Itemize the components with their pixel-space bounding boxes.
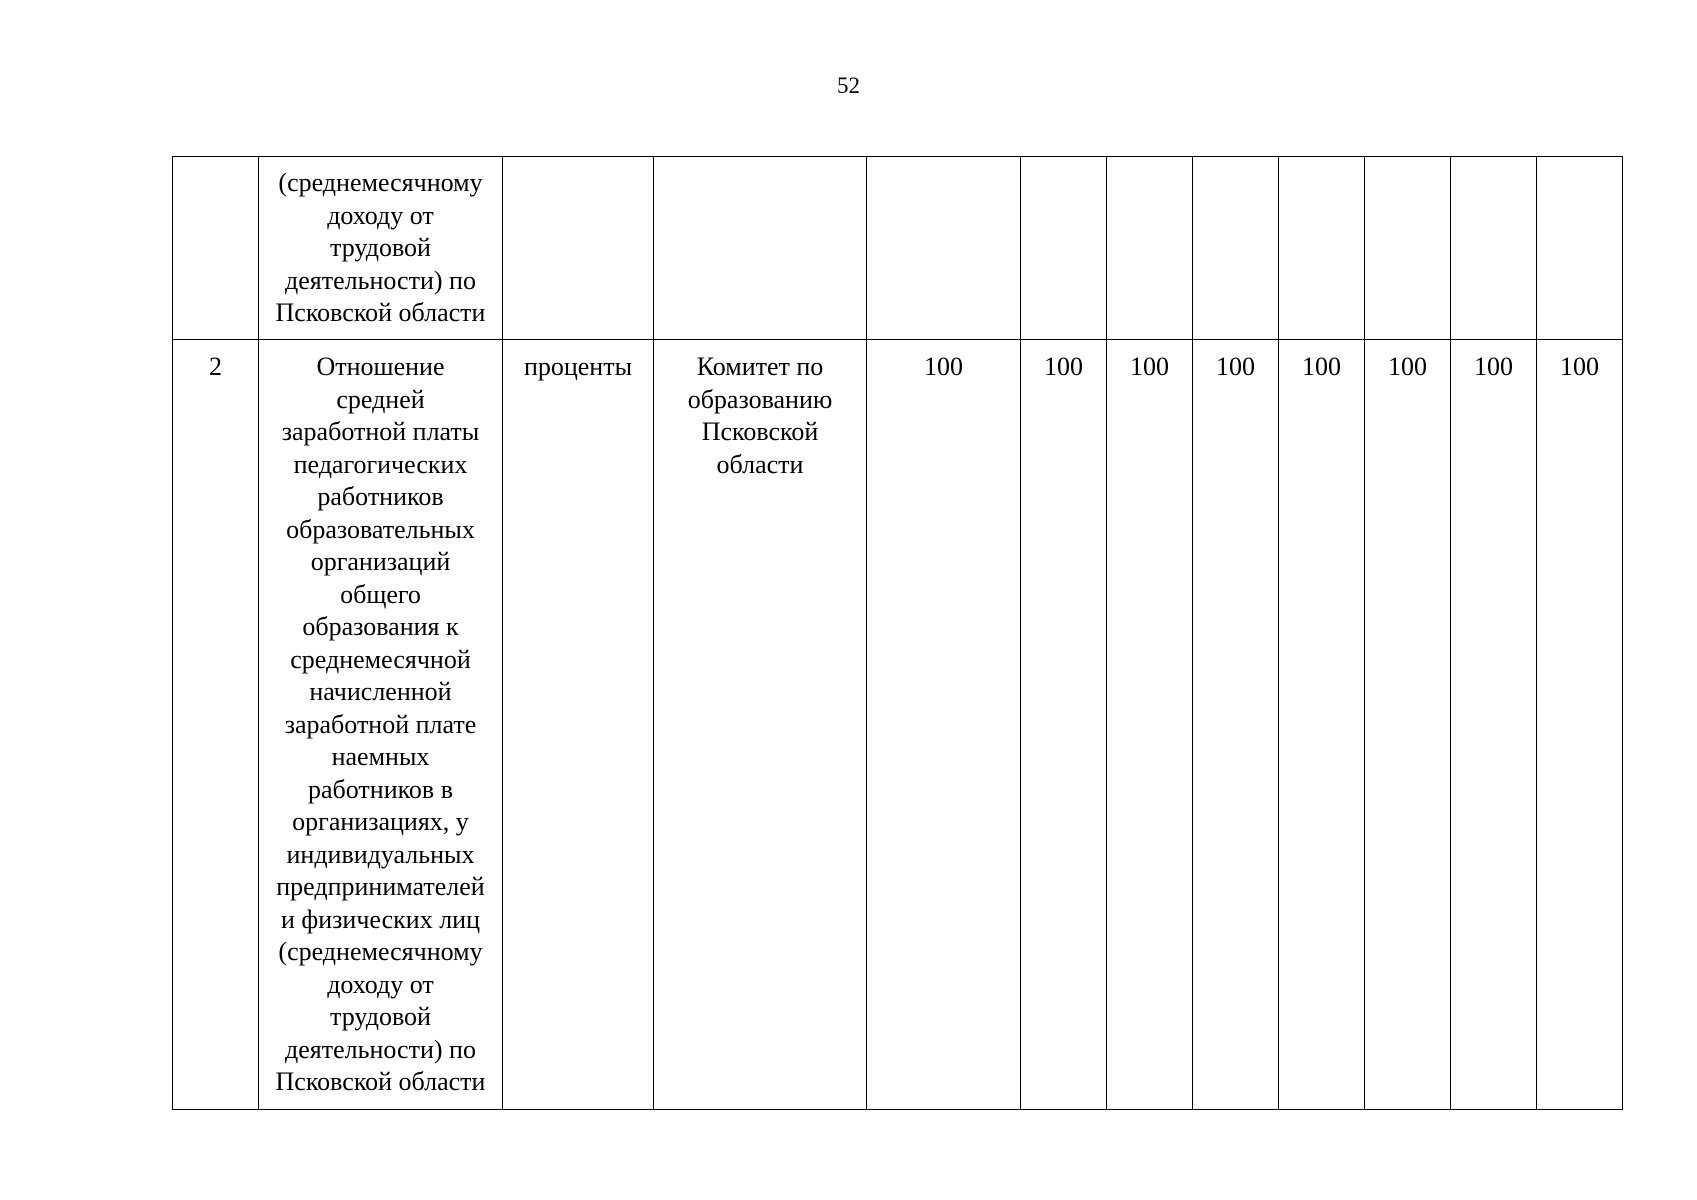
indicator-text-line: работников bbox=[317, 482, 444, 511]
indicator-text-line: трудовой bbox=[330, 1002, 431, 1031]
indicator-text-line: доходу от bbox=[327, 969, 434, 999]
value-cell bbox=[1193, 340, 1279, 1110]
value-cell bbox=[867, 157, 1021, 340]
value-text: 100 bbox=[1216, 352, 1255, 381]
value-cell bbox=[1365, 157, 1451, 340]
indicator-text-line: педагогических bbox=[293, 449, 468, 479]
indicator-text-line: Псковской области bbox=[275, 1067, 486, 1096]
indicator-text-line: деятельности) по bbox=[285, 265, 476, 295]
indicator-text-line: трудовой bbox=[330, 233, 431, 262]
indicator-text-line: наемных bbox=[331, 742, 430, 771]
executor-text-line: Комитет по bbox=[696, 352, 824, 381]
value-text: 100 bbox=[1388, 352, 1427, 381]
row-number-cell bbox=[173, 340, 259, 1110]
indicator-text-line: средней bbox=[336, 384, 425, 414]
value-text: 100 bbox=[924, 352, 963, 381]
value-cell bbox=[1107, 340, 1193, 1110]
value-cell bbox=[1021, 340, 1107, 1110]
table-row bbox=[173, 340, 1623, 1110]
table-body bbox=[173, 157, 1623, 1110]
indicator-text-line: (среднемесячному bbox=[278, 168, 483, 197]
indicator-text-line: и физических лиц bbox=[280, 904, 480, 934]
indicator-text-line: заработной плате bbox=[284, 709, 477, 739]
value-cell bbox=[1537, 157, 1623, 340]
executor-cell bbox=[654, 340, 867, 1110]
value-text: 100 bbox=[1474, 352, 1513, 381]
indicator-text-line: деятельности) по bbox=[285, 1034, 476, 1064]
value-cell bbox=[1279, 340, 1365, 1110]
value-text: 100 bbox=[1560, 352, 1599, 381]
indicator-cell bbox=[259, 157, 503, 340]
indicator-text-line: заработной платы bbox=[281, 417, 480, 446]
value-cell bbox=[1451, 157, 1537, 340]
value-text: 100 bbox=[1044, 352, 1083, 381]
indicator-text-line: (среднемесячному bbox=[278, 937, 483, 966]
unit-cell bbox=[503, 157, 654, 340]
indicator-text-line: Отношение bbox=[316, 352, 445, 381]
row-number-cell bbox=[173, 157, 259, 340]
value-cell bbox=[1021, 157, 1107, 340]
value-cell bbox=[1279, 157, 1365, 340]
indicator-text-line: образования к bbox=[302, 612, 459, 641]
indicator-text-line: индивидуальных bbox=[286, 839, 475, 869]
executor-text-line: Псковской bbox=[701, 417, 819, 446]
indicator-text-line: организаций bbox=[310, 547, 451, 576]
value-cell bbox=[1365, 340, 1451, 1110]
value-cell bbox=[867, 340, 1021, 1110]
indicator-text-line: начисленной bbox=[309, 677, 452, 706]
indicator-cell bbox=[259, 340, 503, 1110]
value-text: 100 bbox=[1130, 352, 1169, 381]
indicator-text-line: образовательных bbox=[286, 514, 475, 544]
value-cell bbox=[1107, 157, 1193, 340]
row-number: 2 bbox=[209, 352, 222, 381]
page-number: 52 bbox=[837, 73, 860, 98]
indicator-text-line: работников в bbox=[308, 774, 453, 804]
indicator-text-line: доходу от bbox=[327, 200, 434, 230]
table-row bbox=[173, 157, 1623, 340]
indicator-text-line: среднемесячной bbox=[290, 644, 471, 674]
indicator-text-line: предпринимателей bbox=[276, 872, 485, 901]
indicator-text-line: общего bbox=[340, 579, 421, 609]
value-text: 100 bbox=[1302, 352, 1341, 381]
unit-cell bbox=[503, 340, 654, 1110]
executor-cell bbox=[654, 157, 867, 340]
value-cell bbox=[1193, 157, 1279, 340]
value-cell bbox=[1451, 340, 1537, 1110]
unit-text: проценты bbox=[523, 352, 633, 381]
executor-text-line: области bbox=[716, 449, 804, 479]
executor-text-line: образованию bbox=[687, 384, 833, 414]
indicator-text-line: организациях, у bbox=[292, 807, 469, 836]
indicator-text-line: Псковской области bbox=[275, 298, 486, 327]
value-cell bbox=[1537, 340, 1623, 1110]
indicators-table bbox=[172, 156, 1623, 1110]
